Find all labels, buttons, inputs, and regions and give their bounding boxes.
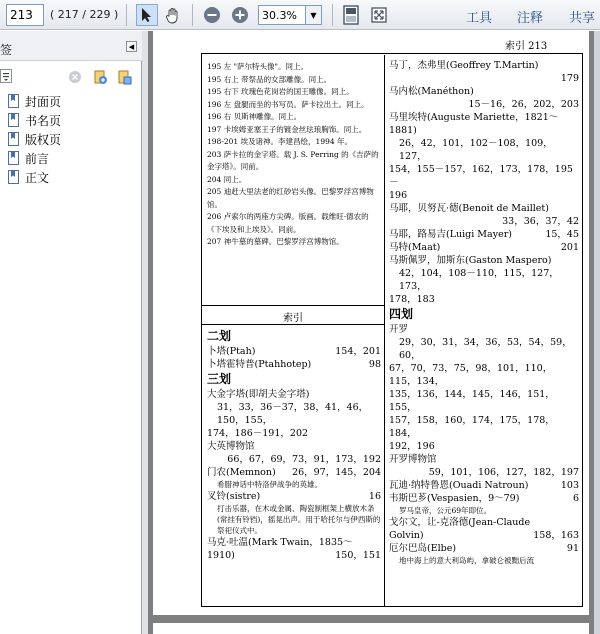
index-entry [207,388,381,401]
index-entry [389,59,579,72]
index-entry [389,479,579,492]
index-term: 瓦迪·纳特鲁恩(Ouadi Natroun) [389,480,529,491]
credit-line: 196 左 盘腿而坐的书写员。萨卡拉出土。同上。 [207,99,369,109]
comment-menu[interactable]: 注释 [517,11,544,26]
index-term: 门农(Memnon) [207,467,276,478]
page-number-input[interactable] [6,4,44,26]
index-entry [207,345,381,358]
index-term: 开罗 [389,324,409,335]
chevron-left-icon: ◀ [128,42,135,51]
expand-bookmark-button[interactable] [116,69,132,88]
credit-line: 195 右下 玫瑰色花岗岩的国王雕像。同上。 [207,87,354,96]
credit-line: 197 卡埃姆亚塞王子的镀金丝珐琅胸饰。同上。 [207,124,367,134]
index-pages-line: 29，30，31，34，36，53，54，59，60， [399,337,572,361]
index-entry [389,516,579,529]
divider [201,324,385,325]
index-entry [207,536,381,549]
expand-icon [370,6,388,24]
delete-icon [68,70,82,84]
index-pages-line: 196 [389,190,408,201]
credit-line: 198-201 埃及诸神。李建昌绘，1994 年。 [207,137,353,146]
bookmark-icon [8,151,19,165]
index-pages-line: 59，101，106，127，182，197 [428,467,579,478]
index-term: 马耶，路易吉(Luigi Mayer) [389,229,512,240]
index-pages: 91 [566,543,579,554]
index-entry [389,241,579,254]
index-pages: 6 [572,493,579,504]
bookmark-icon [8,132,19,146]
index-term: 韦斯巴芗(Vespasien，9～79) [389,493,520,504]
index-term: 马内松(Manéthon) [389,86,474,97]
index-entry [207,440,381,453]
bookmark-title-page[interactable]: 书名页 [8,111,61,129]
toolbar-separator [126,4,127,26]
index-note: 希腊神话中特洛伊战争的英雄。 [217,480,322,489]
index-term: 马特(Maat) [389,242,441,253]
credit-line: 195 右上 带祭品的女部雕像。同上。 [207,74,332,84]
index-pages: 103 [560,480,579,491]
fit-page-icon [342,5,360,25]
index-pages: 154，201 [335,346,381,357]
index-term: Golvin) [389,530,424,541]
hand-icon [165,7,181,24]
bookmark-preface[interactable]: 前言 [8,149,49,167]
index-term: 厄尔巴岛(Elbe) [389,543,457,554]
index-term: 卜塔霍特普(Ptahhotep) [207,359,312,370]
index-pages-line: 179 [560,73,579,84]
index-term: 开罗博物馆 [389,454,437,465]
zoom-in-icon [231,6,249,24]
delete-bookmark-button[interactable] [68,70,82,87]
index-column-left [207,328,381,562]
index-pages-line: 42，104，108－110，115，127，173， [399,268,559,292]
index-pages-line: 66，67，69，73，91，173，192 [227,454,381,465]
index-term: 叉铃(sistre) [207,491,261,502]
bookmark-tree-icon [116,69,132,85]
bookmarks-toolbar [0,67,142,87]
index-section-title: 索引 [283,313,303,324]
bookmarks-panel-title: 签 [0,43,13,57]
zoom-out-button[interactable] [201,4,223,26]
index-pages-line: 31，33，36－37，38，41，46，150，155， [217,402,369,426]
index-section-heading: 四划 [389,307,414,321]
bookmark-copyright-page[interactable]: 版权页 [8,130,61,148]
fit-page-button[interactable] [340,4,362,26]
chevron-down-icon: ▼ [310,10,317,20]
zoom-dropdown-button[interactable] [306,5,322,25]
new-bookmark-icon [92,69,108,85]
toolbar-separator [192,4,193,26]
collapse-panel-button[interactable] [126,41,137,52]
index-section-heading: 三划 [207,372,232,386]
index-term: 大金字塔(即胡夫金字塔) [207,389,310,400]
toolbar-separator [332,4,333,26]
index-entry [389,453,579,466]
credit-line: 204 同上。 [207,174,247,184]
index-pages: 26，97，145，204 [292,467,381,478]
bookmarks-panel [0,31,142,634]
tools-menu[interactable]: 工具 [466,11,493,26]
zoom-in-button[interactable] [229,4,251,26]
index-note: 打击乐器，在木或金属、陶瓷制框架上横放木条(常挂有铃铛)，摇晃出声。用于哈托尔与伊西斯的祭祀仪式中。 [217,504,381,535]
index-entry [207,358,381,371]
index-term: 马斯佩罗，加斯东(Gaston Maspero) [389,255,552,266]
index-entry [389,529,579,542]
index-entry [389,202,579,215]
index-pages-line: 67，70，73，75，98，101，110，115，134， [389,363,553,387]
divider [201,305,385,306]
bookmark-icon [8,94,19,108]
index-pages-line: 178，183 [389,294,435,305]
index-entry [389,85,579,98]
index-pages: 16 [368,491,381,502]
index-term: 马耶，贝努瓦·德(Benoit de Maillet) [389,203,549,214]
index-term: 1910) [207,550,235,561]
page-count: ( 217 / 229 ) [50,8,119,21]
index-column-right [389,59,579,566]
running-head: 索引 213 [505,41,548,52]
index-pages-line: 154，155－157，162，173，178，195－ [389,164,573,188]
credit-line: 195 左 "萨尔特头像"。同上。 [207,62,308,71]
vertical-scrollbar[interactable] [594,31,600,634]
index-section-heading: 二划 [207,329,232,343]
select-tool-button[interactable] [136,4,158,26]
pdf-page [153,31,589,615]
index-term: 戈尔文，让-克洛德(Jean-Claude [389,517,531,528]
credit-line: 196 右 贝斯神雕像。同上。 [207,112,302,121]
index-entry [207,549,381,562]
index-term: 大英博物馆 [207,441,255,452]
index-pages-line: 192，196 [389,441,435,452]
new-bookmark-button[interactable] [92,69,108,88]
index-entry [389,111,579,124]
credit-line: 206 卢索尔的两座方尖碑。版画。载维旺·德农的《下埃及和上埃及》。同前。 [207,212,369,234]
options-button[interactable] [0,69,12,83]
index-entry [389,323,579,336]
image-credits [207,61,383,249]
options-icon [1,70,11,82]
index-term: 马里埃特(Auguste Mariette，1821～ [389,112,559,123]
hand-tool-button[interactable] [162,4,184,26]
document-view[interactable] [148,31,594,634]
share-menu[interactable]: 共享 [569,11,596,26]
index-pages-line: 1881) [389,125,417,136]
index-note: 罗马皇帝，公元69年即位。 [399,506,492,515]
credit-line: 203 萨卡拉的金字塔。载 J. S. Perring 的《吉萨的金字塔》。同前。 [207,149,379,171]
bookmark-icon [8,113,19,127]
index-note: 地中海上的意大利岛屿，拿破仑被黜后流 [399,556,534,565]
index-term: 马丁，杰弗里(Geoffrey T.Martin) [389,60,539,71]
full-screen-button[interactable] [368,4,390,26]
index-pages-line: 174，186－191，202 [207,428,309,439]
index-pages-line: 135，136，144，145，146，151，155， [389,389,555,413]
index-entry [207,466,381,479]
next-pdf-page [153,623,589,634]
zoom-out-icon [203,6,221,24]
cursor-arrow-icon [140,7,154,23]
index-entry [207,490,381,503]
index-pages-line: 26，42，101，102－108，109，127， [399,138,553,162]
toolbar [0,0,600,30]
credit-line: 207 神牛墓的墓碑。巴黎罗浮宫博物馆。 [207,237,344,246]
index-entry [389,542,579,555]
index-pages: 15，45 [545,229,579,240]
index-pages: 201 [560,242,579,253]
bookmark-main-text[interactable]: 正文 [8,168,49,186]
credit-line: 205 迪赶大里法老的红砂岩头像。巴黎罗浮宫博物馆。 [207,187,374,209]
index-pages-line: 157，158，160，174，175，178，184， [389,415,555,439]
index-pages-line: 33，36，37，42 [502,216,579,227]
index-entry [389,492,579,505]
index-entry [389,254,579,267]
index-pages: 158，163 [533,530,579,541]
index-pages: 150，151 [335,550,381,561]
bookmark-cover-page[interactable]: 封面页 [8,92,61,110]
bookmark-icon [8,170,19,184]
index-pages: 98 [368,359,381,370]
zoom-level-input[interactable] [258,5,306,25]
column-divider [384,55,385,606]
index-term: 马克·吐温(Mark Twain，1835～ [207,537,353,548]
index-term: 卜塔(Ptah) [207,346,256,357]
index-pages-line: 15－16，26，202，203 [468,99,579,110]
bookmarks-panel-header [0,31,142,61]
index-entry [389,228,579,241]
